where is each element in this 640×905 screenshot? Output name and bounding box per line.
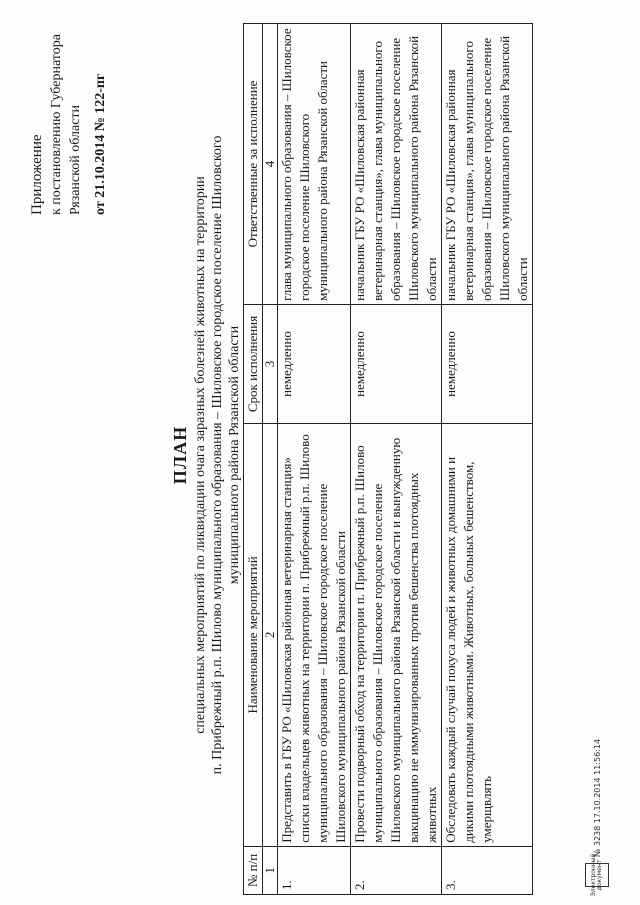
column-number-row bbox=[263, 24, 278, 895]
row-num: 2. bbox=[351, 846, 442, 894]
registration-stamp bbox=[585, 738, 609, 897]
document-subtitle-line2: п. Прибрежный р.п. Шилово муниципального образования – Шиловское городское поселение Шиловского bbox=[210, 135, 225, 775]
document-subtitle-line3: муниципального района Рязанской области bbox=[227, 325, 242, 585]
appendix-line2: Рязанской области bbox=[68, 104, 83, 215]
table-row bbox=[278, 24, 351, 895]
row-name: Провести подворный обход на территории п. Прибрежный р.п. Шилово муниципального образования – Шиловское городское поселение Шиловского муниципального района Рязанской области и вынужденную вакцинацию не иммунизированных против бешенства плотоядных животных bbox=[351, 424, 442, 847]
row-deadline: немедленно bbox=[278, 304, 351, 423]
row-responsible: начальник ГБУ РО «Шиловская районная ветеринарная станция», глава муниципального образования – Шиловское городское поселение Шиловского муниципального района Рязанской области bbox=[442, 24, 533, 305]
row-responsible: начальник ГБУ РО «Шиловская районная ветеринарная станция», глава муниципального образования – Шиловское городское поселение Шиловского муниципального района Рязанской области bbox=[351, 24, 442, 305]
document-heading bbox=[168, 125, 243, 785]
stamp-text: № 3238 17.10.2014 11:56:14 bbox=[592, 738, 602, 857]
table-row bbox=[351, 24, 442, 895]
document-subtitle-line1: специальных мероприятий по ликвидации очага заразных болезней животных на территории bbox=[193, 176, 208, 734]
header-num: № п/п bbox=[244, 846, 263, 894]
header-deadline: Срок исполнения bbox=[244, 304, 263, 423]
column-number: 1 bbox=[263, 846, 278, 894]
appendix-label: Приложение bbox=[29, 134, 45, 215]
appendix-block bbox=[28, 15, 110, 215]
header-name: Наименование мероприятий bbox=[244, 424, 263, 847]
column-number: 3 bbox=[263, 304, 278, 423]
appendix-line1: к постановлению Губернатора bbox=[49, 34, 64, 215]
row-name: Представить в ГБУ РО «Шиловская районная ветеринарная станция» списки владельцев животных на территории п. Прибрежный р.п. Шилово муниципального образования – Шиловское городское поселение Шиловского муниципального района Рязанской области bbox=[278, 424, 351, 847]
plan-table bbox=[243, 23, 533, 895]
column-number: 4 bbox=[263, 24, 278, 305]
appendix-date-number: от 21.10.2014 № 122-пг bbox=[93, 73, 108, 215]
table-row bbox=[442, 24, 533, 895]
table-header-row bbox=[244, 24, 263, 895]
column-number: 2 bbox=[263, 424, 278, 847]
header-responsible: Ответственные за исполнение bbox=[244, 24, 263, 305]
row-responsible: глава муниципального образования – Шиловское городское поселение Шиловского муниципального района Рязанской области bbox=[278, 24, 351, 305]
stamp-icon: Электронный документ bbox=[585, 863, 609, 887]
row-deadline: немедленно bbox=[442, 304, 533, 423]
row-num: 1. bbox=[278, 846, 351, 894]
row-name: Обследовать каждый случай покуса людей и животных домашними и дикими плотоядными животными. Животных, больных бешенством, умерщвлять bbox=[442, 424, 533, 847]
row-num: 3. bbox=[442, 846, 533, 894]
document-title: ПЛАН bbox=[170, 425, 190, 485]
row-deadline: немедленно bbox=[351, 304, 442, 423]
